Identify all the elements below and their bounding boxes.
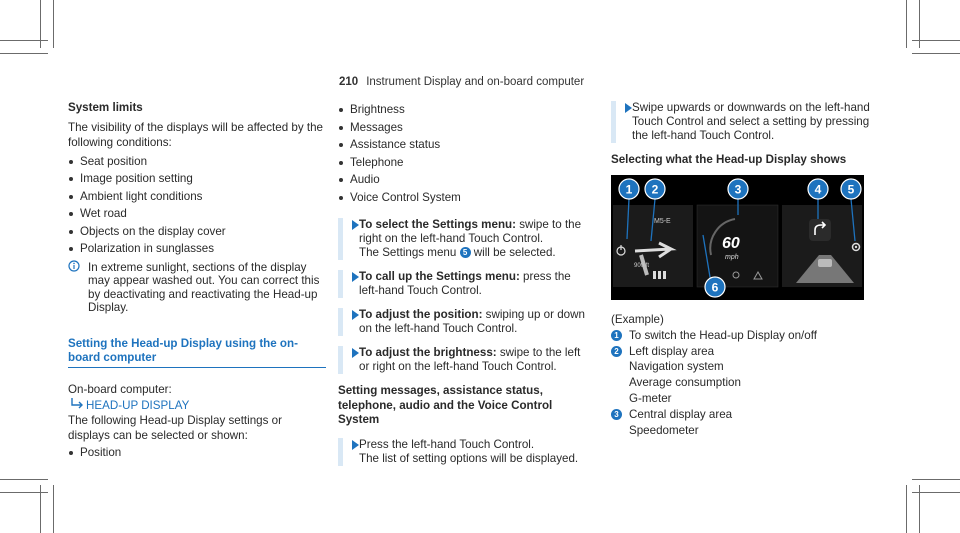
route-label: M5-E [654,218,671,225]
step-text: Press the left-hand Touch Control. [359,437,535,451]
list-item: Position [68,444,326,462]
info-note-text: In extreme sunlight, sections of the display may appear washed out. You can correct this by deactivating and reactivating the Head-up Display. [88,260,320,315]
distance-label: 900 ft [634,263,650,269]
menu-arrow-icon [70,398,84,414]
info-icon [68,260,80,275]
settings-list-continued [338,101,592,206]
callout-number [728,179,748,199]
column-right [611,101,879,172]
step-adjust-position [338,308,592,336]
legend-text: Average consumption [629,376,741,390]
svg-text:4: 4 [814,182,822,197]
settings-intro: The following Head-up Display settings or displays can be selected or shown: [68,413,282,443]
menu-path [68,398,326,413]
page-header [339,76,584,88]
svg-text:3: 3 [734,182,742,197]
crop-mark [53,0,54,48]
legend-item [611,407,879,439]
crop-mark [0,40,48,41]
crop-mark [912,492,960,493]
step-bold: To select the Settings menu: [359,218,516,231]
step-text: The Settings menu [359,246,460,259]
step-select-settings [338,218,592,260]
legend-text: Left display area [629,344,715,358]
hud-illustration [611,175,864,300]
callout-number [808,179,828,199]
callout-number [645,179,665,199]
step-bold: To adjust the position: [359,308,483,321]
conditions-list [68,153,326,258]
crop-mark [912,479,960,480]
page-number: 210 [339,76,359,88]
list-item: Image position setting [68,170,326,188]
list-item: Wet road [68,205,326,223]
list-item: Objects on the display cover [68,223,326,241]
callout-number [705,277,725,297]
crop-mark [0,53,48,54]
example-label: (Example) [611,313,664,326]
system-limits-heading: System limits [68,101,143,114]
callout-number: 5 [460,247,471,258]
step-arrow-icon [352,272,359,282]
column-middle [338,101,592,476]
crop-mark [53,485,54,533]
svg-text:1: 1 [625,182,633,197]
settings-heading: Setting the Head-up Display using the on-board computer [68,337,326,368]
step-bold: To adjust the brightness: [359,346,497,359]
callout-number [841,179,861,199]
turn-arrow-icon [809,219,831,241]
callout-number: 3 [611,409,622,420]
list-item: Voice Control System [338,189,592,207]
step-text: The list of setting options will be displayed. [359,451,579,465]
svg-text:6: 6 [711,280,719,295]
step-arrow-icon [625,103,632,113]
list-item: Ambient light conditions [68,188,326,206]
crop-mark [912,40,960,41]
figure-legend [611,312,879,438]
legend-text: Central display area [629,407,733,421]
legend-text: Navigation system [629,360,724,374]
step-press-touch-control [338,438,592,466]
list-item: Audio [338,171,592,189]
menu-path-text: HEAD-UP DISPLAY [86,398,190,412]
page-header-title: Instrument Display and on-board computer [366,76,585,88]
column-left [68,101,326,462]
speed-value: 60 [722,235,740,252]
legend-item [611,328,879,344]
step-arrow-icon [352,440,359,450]
step-arrow-icon [352,220,359,230]
callout-number [619,179,639,199]
step-text: swiping up or down on the left-hand Touch Control. [359,308,585,335]
callout-number: 1 [611,330,622,341]
legend-text: G-meter [629,391,672,405]
svg-text:5: 5 [847,182,855,197]
list-item: Polarization in sunglasses [68,240,326,258]
info-note [68,261,326,315]
callout-number: 2 [611,346,622,357]
step-bold: To call up the Settings menu: [359,270,520,283]
svg-text:2: 2 [651,182,659,197]
system-limits-intro: The visibility of the displays will be affected by the following conditions: [68,120,323,150]
crop-mark [906,0,907,48]
hud-figure [611,175,864,300]
step-text: will be selected. [470,246,556,259]
settings-list [68,444,326,462]
legend-item [611,344,879,407]
crop-mark [0,492,48,493]
list-item: Brightness [338,101,592,119]
list-item: Assistance status [338,136,592,154]
list-item: Messages [338,119,592,137]
crop-mark [912,53,960,54]
step-arrow-icon [352,348,359,358]
step-call-up-settings [338,270,592,298]
list-item: Seat position [68,153,326,171]
legend-text: To switch the Head-up Display on/off [629,328,817,342]
crop-mark [0,479,48,480]
step-arrow-icon [352,310,359,320]
step-swipe-select [611,101,879,143]
legend-text: Speedometer [629,423,699,437]
step-text: swipe to the left or right on the left-hand Touch Control. [359,346,581,373]
list-item: Telephone [338,154,592,172]
step-text: Swipe upwards or downwards on the left-hand Touch Control and select a setting by pressing the left-hand Touch Control. [632,101,870,142]
onboard-computer-label: On-board computer: [68,382,172,396]
step-text: swipe to the right on the left-hand Touch Control. [359,218,582,245]
step-adjust-brightness [338,346,592,374]
select-heading: Selecting what the Head-up Display shows [611,153,847,166]
step-text: press the left-hand Touch Control. [359,270,571,297]
speed-unit: mph [725,254,739,261]
crop-mark [906,485,907,533]
messages-heading: Setting messages, assistance status, telephone, audio and the Voice Control System [338,384,553,426]
